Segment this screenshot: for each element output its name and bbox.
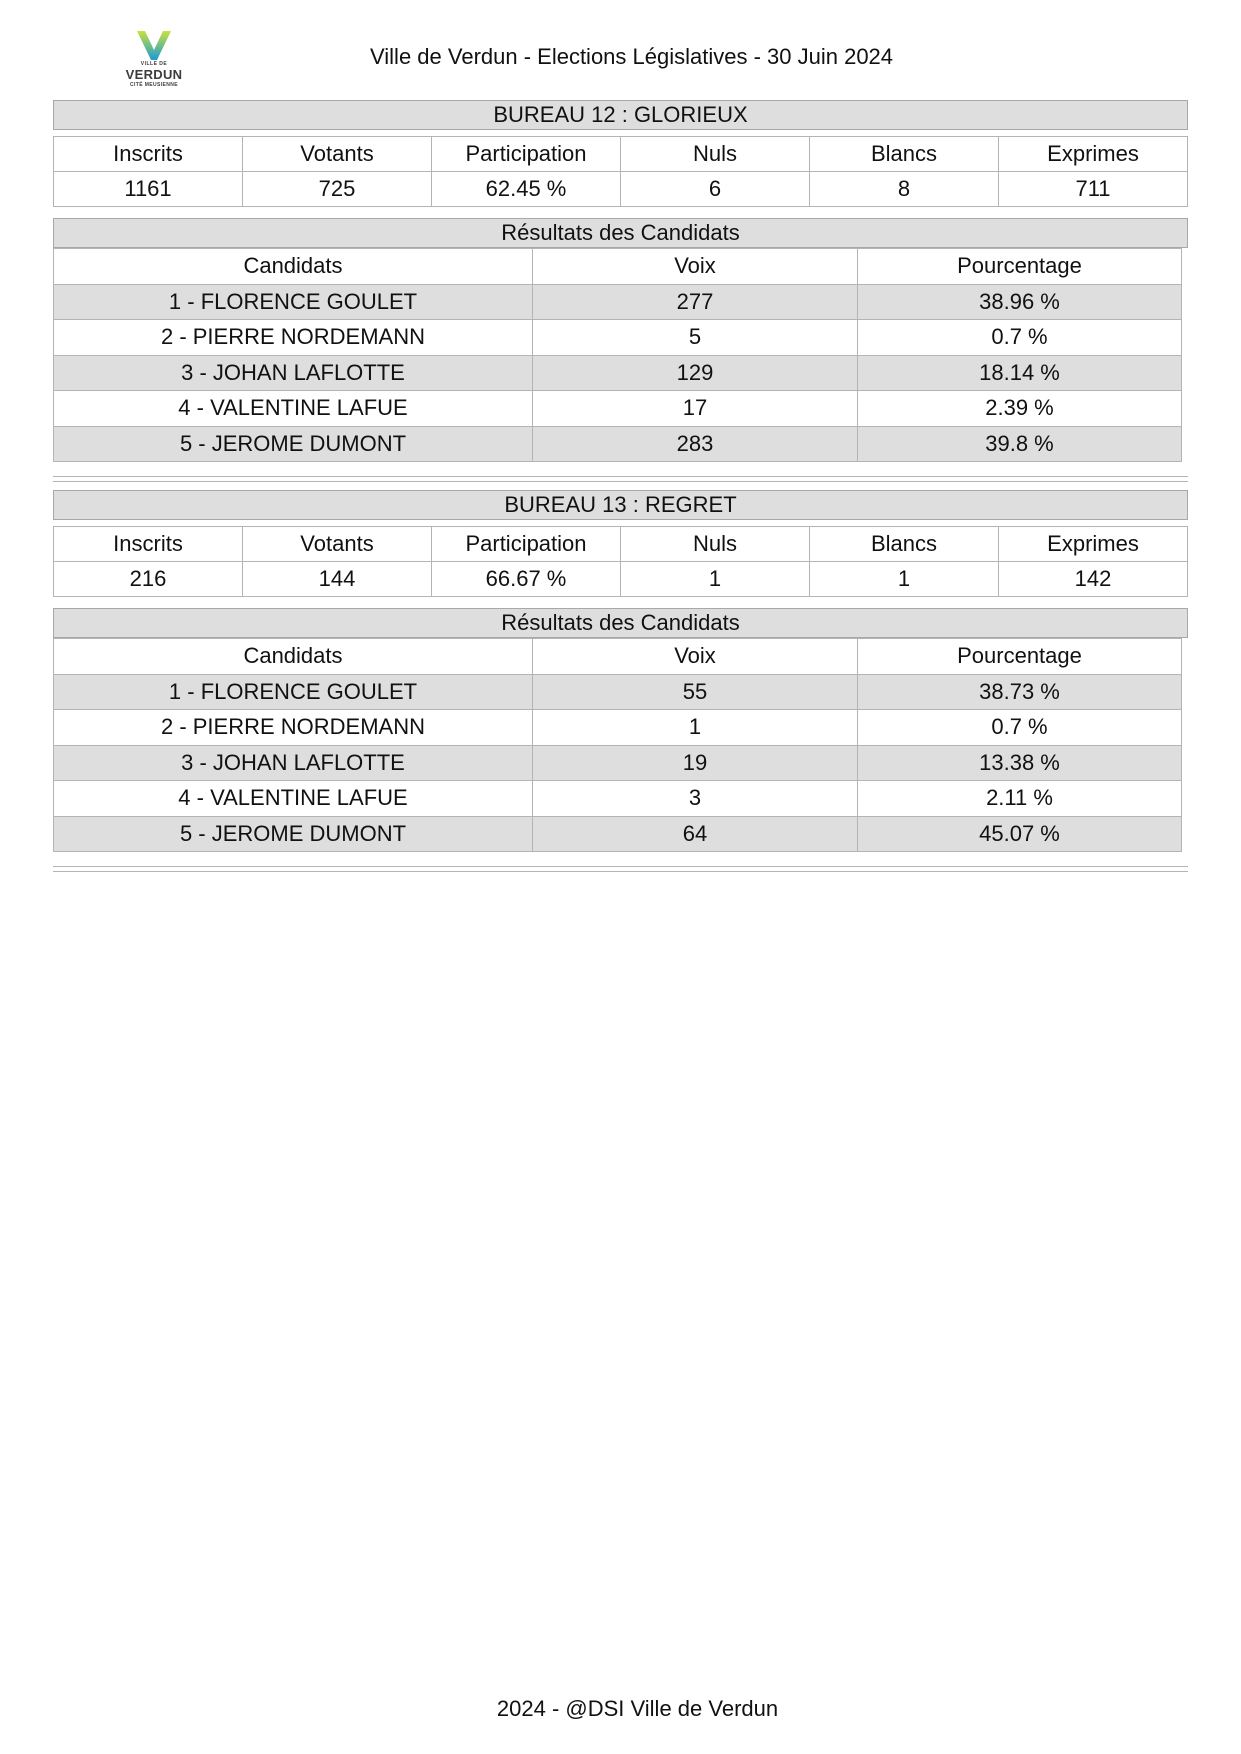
results-header-candidats: Candidats <box>54 639 533 675</box>
table-row <box>54 781 1182 817</box>
stats-value-participation: 62.45 % <box>432 172 621 207</box>
table-row <box>54 426 1182 462</box>
stats-header-nuls: Nuls <box>621 137 810 172</box>
candidate-name: 2 - PIERRE NORDEMANN <box>54 710 533 746</box>
bureau-title: BUREAU 12 : GLORIEUX <box>53 100 1188 130</box>
page-footer: 2024 - @DSI Ville de Verdun <box>496 1696 779 1721</box>
table-row <box>54 391 1182 427</box>
results-header-pourcentage: Pourcentage <box>858 249 1182 285</box>
stats-header-blancs: Blancs <box>810 137 999 172</box>
stats-value-votants: 725 <box>243 172 432 207</box>
stats-value-row <box>54 562 1188 597</box>
candidate-name: 2 - PIERRE NORDEMANN <box>54 320 533 356</box>
table-row <box>54 674 1182 710</box>
stats-header-participation: Participation <box>432 137 621 172</box>
table-row <box>54 745 1182 781</box>
results-header-row <box>54 639 1182 675</box>
candidate-voix: 5 <box>533 320 858 356</box>
results-header-row <box>54 249 1182 285</box>
results-header-voix: Voix <box>533 639 858 675</box>
candidate-voix: 1 <box>533 710 858 746</box>
stats-header-participation: Participation <box>432 527 621 562</box>
section-divider <box>53 866 1188 872</box>
stats-value-participation: 66.67 % <box>432 562 621 597</box>
candidate-name: 1 - FLORENCE GOULET <box>54 674 533 710</box>
results-table <box>53 248 1182 462</box>
candidate-voix: 55 <box>533 674 858 710</box>
bureau-section <box>53 490 1188 872</box>
results-title: Résultats des Candidats <box>53 218 1188 248</box>
stats-header-votants: Votants <box>243 527 432 562</box>
table-row <box>54 355 1182 391</box>
candidate-pct: 0.7 % <box>858 710 1182 746</box>
table-row <box>54 710 1182 746</box>
bureau-stats-table <box>53 526 1188 597</box>
logo-main-text: VERDUN <box>125 67 183 82</box>
results-header-pourcentage: Pourcentage <box>858 639 1182 675</box>
stats-value-exprimes: 142 <box>999 562 1188 597</box>
candidate-name: 5 - JEROME DUMONT <box>54 426 533 462</box>
candidate-name: 4 - VALENTINE LAFUE <box>54 781 533 817</box>
candidate-voix: 17 <box>533 391 858 427</box>
candidate-voix: 129 <box>533 355 858 391</box>
results-header-candidats: Candidats <box>54 249 533 285</box>
candidate-pct: 2.11 % <box>858 781 1182 817</box>
stats-value-inscrits: 216 <box>54 562 243 597</box>
stats-header-row <box>54 527 1188 562</box>
candidate-name: 3 - JOHAN LAFLOTTE <box>54 745 533 781</box>
stats-header-exprimes: Exprimes <box>999 527 1188 562</box>
candidate-pct: 39.8 % <box>858 426 1182 462</box>
stats-header-nuls: Nuls <box>621 527 810 562</box>
stats-header-exprimes: Exprimes <box>999 137 1188 172</box>
candidate-pct: 45.07 % <box>858 816 1182 852</box>
candidate-name: 3 - JOHAN LAFLOTTE <box>54 355 533 391</box>
verdun-logo <box>118 30 190 90</box>
table-row <box>54 284 1182 320</box>
results-header-voix: Voix <box>533 249 858 285</box>
stats-value-nuls: 6 <box>621 172 810 207</box>
candidate-name: 4 - VALENTINE LAFUE <box>54 391 533 427</box>
page-title: Ville de Verdun - Elections Législatives - 30 Juin 2024 <box>370 44 894 69</box>
bureau-stats-table <box>53 136 1188 207</box>
stats-value-votants: 144 <box>243 562 432 597</box>
stats-value-blancs: 1 <box>810 562 999 597</box>
bureau-title: BUREAU 13 : REGRET <box>53 490 1188 520</box>
bureau-section <box>53 100 1188 482</box>
stats-header-blancs: Blancs <box>810 527 999 562</box>
candidate-name: 1 - FLORENCE GOULET <box>54 284 533 320</box>
candidate-voix: 277 <box>533 284 858 320</box>
results-table <box>53 638 1182 852</box>
logo-small-text: VILLE DE <box>140 61 168 67</box>
table-row <box>54 816 1182 852</box>
results-title: Résultats des Candidats <box>53 608 1188 638</box>
candidate-voix: 19 <box>533 745 858 781</box>
stats-header-inscrits: Inscrits <box>54 527 243 562</box>
candidate-pct: 38.96 % <box>858 284 1182 320</box>
candidate-voix: 64 <box>533 816 858 852</box>
candidate-pct: 0.7 % <box>858 320 1182 356</box>
stats-header-votants: Votants <box>243 137 432 172</box>
candidate-pct: 13.38 % <box>858 745 1182 781</box>
stats-value-exprimes: 711 <box>999 172 1188 207</box>
stats-header-row <box>54 137 1188 172</box>
candidate-pct: 18.14 % <box>858 355 1182 391</box>
stats-value-blancs: 8 <box>810 172 999 207</box>
logo-v-icon <box>118 30 190 62</box>
table-row <box>54 320 1182 356</box>
stats-value-row <box>54 172 1188 207</box>
logo-sub-text: CITÉ MEUSIENNE <box>129 82 179 88</box>
candidate-pct: 38.73 % <box>858 674 1182 710</box>
candidate-voix: 283 <box>533 426 858 462</box>
candidate-pct: 2.39 % <box>858 391 1182 427</box>
stats-value-inscrits: 1161 <box>54 172 243 207</box>
candidate-name: 5 - JEROME DUMONT <box>54 816 533 852</box>
section-divider <box>53 476 1188 482</box>
candidate-voix: 3 <box>533 781 858 817</box>
stats-header-inscrits: Inscrits <box>54 137 243 172</box>
stats-value-nuls: 1 <box>621 562 810 597</box>
